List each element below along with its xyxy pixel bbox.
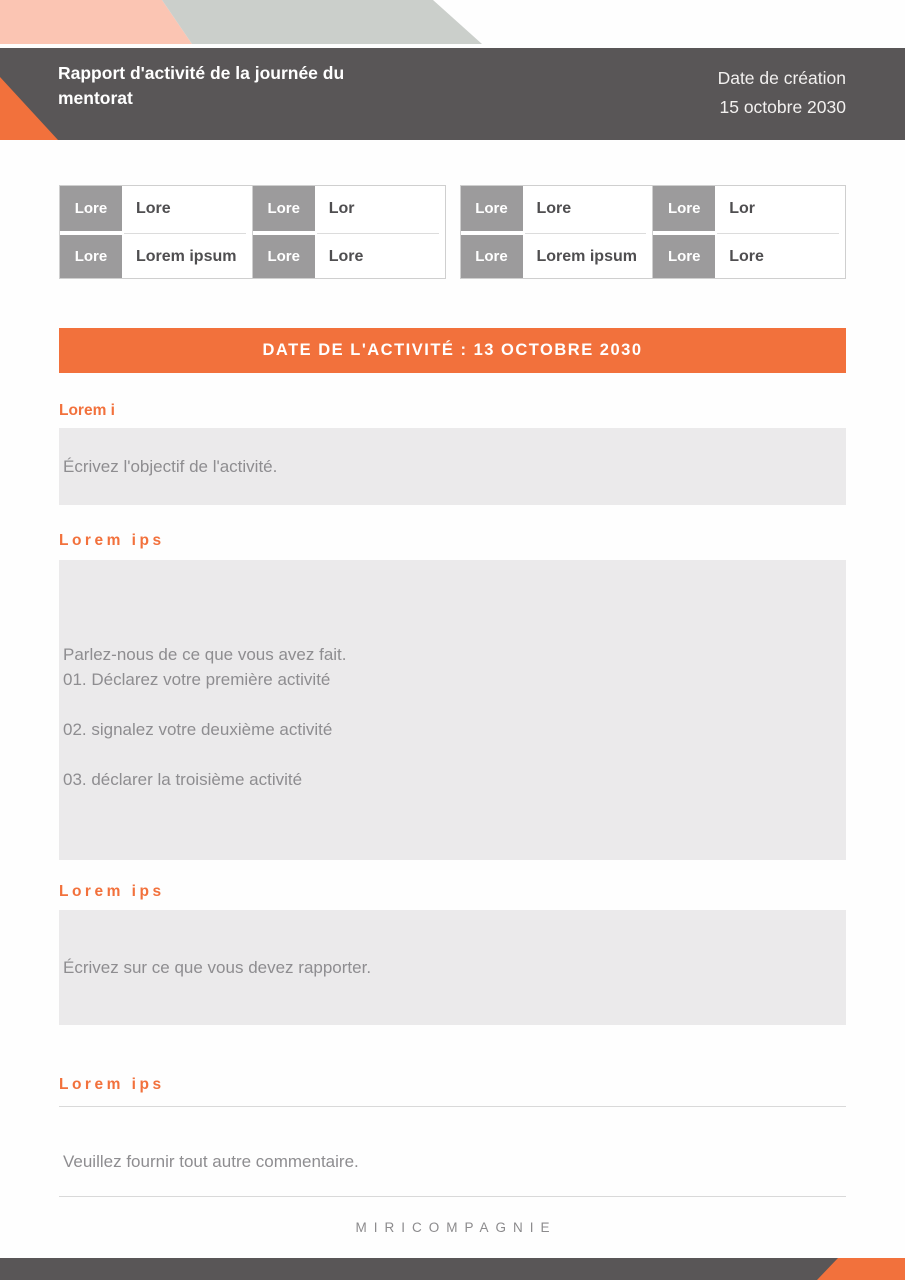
info-label: Lore [253, 235, 315, 278]
info-label: Lore [653, 235, 715, 278]
info-value: Lor [715, 186, 845, 231]
info-label: Lore [60, 235, 122, 278]
info-value: Lorem ipsum [122, 235, 252, 278]
objective-placeholder: Écrivez l'objectif de l'activité. [63, 456, 278, 476]
info-pair-3 [460, 185, 654, 279]
info-label: Lore [461, 235, 523, 278]
company-brand: MIRICOMPAGNIE [355, 1220, 557, 1235]
info-value: Lore [715, 235, 845, 278]
info-value: Lore [523, 186, 653, 231]
report-placeholder: Écrivez sur ce que vous devez rapporter. [63, 957, 372, 977]
header-bar [0, 48, 905, 140]
orange-bottom-accent [817, 1258, 905, 1280]
creation-date [718, 64, 846, 122]
activity-date-banner: DATE DE L'ACTIVITÉ : 13 OCTOBRE 2030 [59, 328, 846, 373]
activities-field[interactable] [59, 560, 846, 860]
orange-corner-triangle [0, 77, 58, 140]
info-value: Lor [315, 186, 445, 231]
report-field[interactable] [59, 910, 846, 1025]
creation-date-label: Date de création [717, 68, 846, 88]
activities-intro: Parlez-nous de ce que vous avez fait. [63, 645, 347, 664]
info-table [59, 185, 846, 279]
section-heading-comments: Lorem ips [59, 1076, 165, 1093]
objective-field[interactable] [59, 428, 846, 505]
info-label: Lore [461, 186, 523, 231]
info-pair-4 [652, 185, 846, 279]
info-pair-1 [59, 185, 253, 279]
info-value: Lorem ipsum [523, 235, 653, 278]
activity-line-2: 02. signalez votre deuxième activité [63, 720, 333, 739]
creation-date-value: 15 octobre 2030 [719, 97, 846, 117]
info-label: Lore [60, 186, 122, 231]
gray-parallelogram [162, 0, 482, 44]
info-pair-2 [252, 185, 446, 279]
comments-bottom-rule [59, 1196, 846, 1197]
salmon-parallelogram [0, 0, 192, 44]
header-decoration-shapes [0, 0, 905, 44]
comments-placeholder[interactable]: Veuillez fournir tout autre commentaire. [63, 1152, 359, 1171]
info-value: Lore [315, 235, 445, 278]
activity-line-1: 01. Déclarez votre première activité [63, 670, 331, 689]
activity-line-3: 03. déclarer la troisième activité [63, 770, 303, 789]
comments-top-rule [59, 1106, 846, 1107]
section-heading-activities: Lorem ips [59, 532, 165, 549]
section-heading-report: Lorem ips [59, 883, 165, 900]
info-value: Lore [122, 186, 252, 231]
section-heading-objective: Lorem i [59, 402, 115, 419]
bottom-bar [0, 1258, 905, 1280]
page-title: Rapport d'activité de la journée du mentorat [58, 63, 345, 108]
info-label: Lore [253, 186, 315, 231]
info-label: Lore [653, 186, 715, 231]
